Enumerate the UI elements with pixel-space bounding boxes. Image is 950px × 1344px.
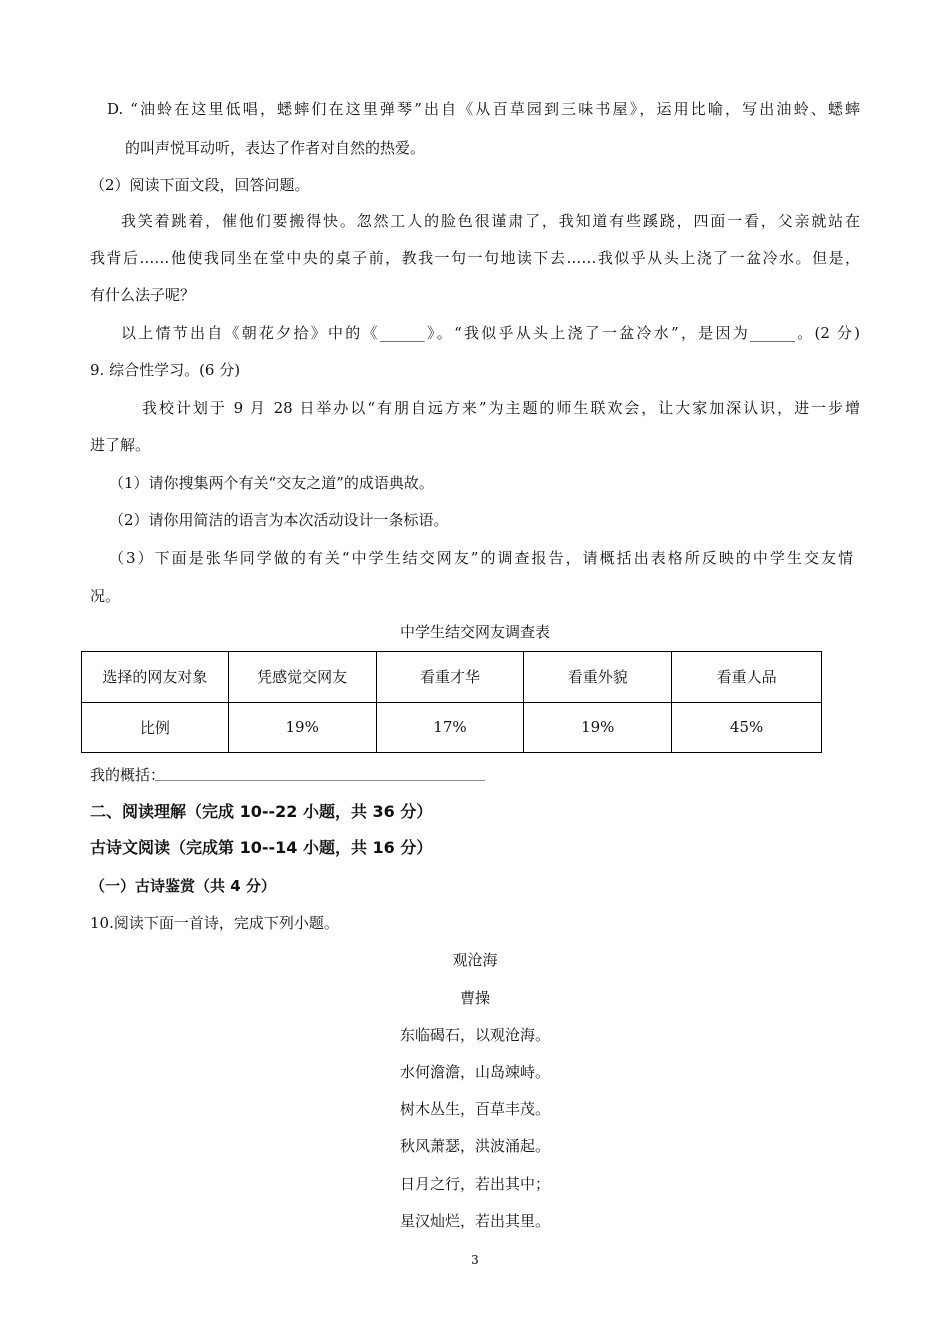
q9-sub3-line2: 况。 — [90, 587, 121, 605]
table-header-cell: 看重人品 — [672, 652, 822, 703]
table-cell: 比例 — [82, 702, 229, 753]
table-cell: 45% — [672, 702, 822, 753]
sub-question-2-title: （2）阅读下面文段，回答问题。 — [90, 176, 310, 194]
survey-table — [81, 651, 822, 753]
q9-sub2: （2）请你用简洁的语言为本次活动设计一条标语。 — [109, 511, 449, 529]
poem-line: 东临碣石，以观沧海。 — [399, 1026, 550, 1044]
q9-sub3-line1: （3）下面是张华同学做的有关“中学生结交网友”的调查报告，请概括出表格所反映的中学生交友情 — [109, 549, 853, 567]
table-row — [82, 702, 822, 753]
option-d-line2: 的叫声悦耳动听，表达了作者对自然的热爱。 — [125, 139, 426, 157]
poem-line: 秋风萧瑟，洪波涌起。 — [399, 1137, 550, 1155]
passage-question: 以上情节出自《朝花夕拾》中的《______》。“我似乎从头上浇了一盆冷水”，是因为______。(2 分) — [121, 324, 860, 342]
table-cell: 19% — [524, 702, 672, 753]
summary-answer-line — [155, 780, 485, 781]
poem-line: 树木丛生，百草丰茂。 — [399, 1100, 550, 1118]
option-d-line1: D. “油蛉在这里低唱，蟋蟀们在这里弹琴”出自《从百草园到三味书屋》，运用比喻，写出油蛉、蟋蟀 — [107, 100, 860, 118]
part-1-title: （一）古诗鉴赏（共 4 分） — [90, 877, 276, 895]
summary-label: 我的概括： — [90, 766, 166, 784]
table-header-cell: 凭感觉交网友 — [228, 652, 376, 703]
table-header-row — [82, 652, 822, 703]
passage-line2: 我背后……他使我同坐在堂中央的桌子前，教我一句一句地读下去……我似乎从头上浇了一盆冷水。但是， — [90, 249, 860, 267]
survey-table-title: 中学生结交网友调查表 — [399, 623, 550, 641]
poem-line: 水何澹澹，山岛竦峙。 — [399, 1063, 550, 1081]
poem-title: 观沧海 — [452, 951, 498, 969]
q9-intro-line2: 进了解。 — [90, 436, 151, 454]
question-9-title: 9. 综合性学习。(6 分) — [90, 361, 241, 379]
table-cell: 19% — [228, 702, 376, 753]
poem-line: 星汉灿烂，若出其里。 — [399, 1212, 550, 1230]
table-cell: 17% — [376, 702, 524, 753]
table-header-cell: 选择的网友对象 — [82, 652, 229, 703]
section-2-title: 二、阅读理解（完成 10--22 小题，共 36 分） — [90, 802, 433, 821]
table-header-cell: 看重外貌 — [524, 652, 672, 703]
passage-line1: 我笑着跳着，催他们要搬得快。忽然工人的脸色很谨肃了，我知道有些蹊跷，四面一看，父亲就站在 — [121, 212, 860, 230]
page-number: 3 — [471, 1253, 479, 1267]
poem-line: 日月之行，若出其中； — [399, 1175, 550, 1193]
table-header-cell: 看重才华 — [376, 652, 524, 703]
poem-author: 曹操 — [459, 989, 490, 1007]
q9-intro-line1: 我校计划于 9 月 28 日举办以“有朋自远方来”为主题的师生联欢会，让大家加深认识，进一步增 — [142, 399, 860, 417]
passage-line3: 有什么法子呢？ — [90, 286, 196, 304]
q9-sub1: （1）请你搜集两个有关“交友之道”的成语典故。 — [109, 474, 434, 492]
question-10-prompt: 10.阅读下面一首诗，完成下列小题。 — [90, 914, 339, 932]
section-2-subtitle: 古诗文阅读（完成第 10--14 小题，共 16 分） — [90, 838, 433, 857]
